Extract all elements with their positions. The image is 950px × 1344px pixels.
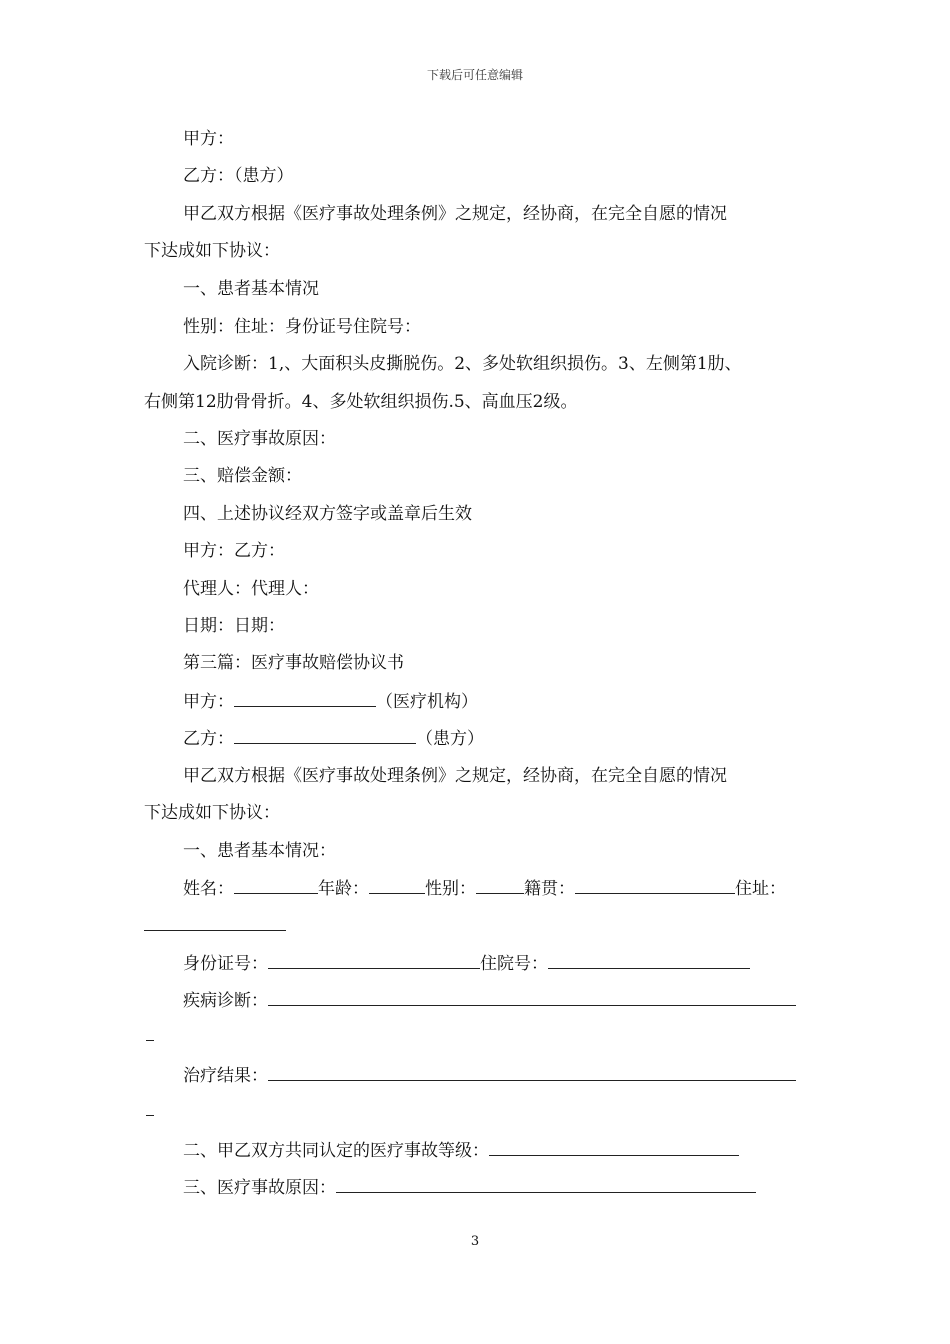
party-b-fill-blank[interactable] [234,727,416,744]
section-heading-compensation: 三、赔偿金额： [183,466,302,486]
age-blank[interactable] [369,877,425,894]
section-heading-basic-info: 一、患者基本情况 [183,279,319,299]
intro-paragraph-line1: 甲乙双方根据《医疗事故处理条例》之规定，经协商，在完全自愿的情况 [183,204,727,224]
address-continuation [144,914,286,937]
signature-dates: 日期：日期： [183,616,285,636]
chapter-title: 第三篇：医疗事故赔偿协议书 [183,653,404,673]
sex-label: 性别： [425,879,476,899]
signature-parties: 甲方：乙方： [183,541,285,561]
accident-level-blank[interactable] [489,1139,739,1156]
page-header: 下载后可任意编辑 [426,68,523,82]
accident-cause-blank[interactable] [336,1176,756,1193]
intro-paragraph-2-line2: 下达成如下协议： [144,803,280,823]
accident-level-label: 二、甲乙双方共同认定的医疗事故等级： [183,1141,489,1161]
id-number-label: 身份证号： [183,954,268,974]
treatment-result-line [183,1064,796,1087]
party-a-suffix: （医疗机构） [376,692,478,712]
party-a-fill-blank[interactable] [234,690,376,707]
id-number-blank[interactable] [268,952,480,969]
disease-diagnosis-label: 疾病诊断： [183,991,268,1011]
treatment-result-blank[interactable] [268,1064,796,1081]
name-label: 姓名： [183,879,234,899]
signature-agents: 代理人：代理人： [183,579,319,599]
treatment-result-label: 治疗结果： [183,1066,268,1086]
party-b-blank-line [183,727,484,750]
diagnosis-line2: 右侧第12肋骨骨折。4、多处软组织损伤.5、高血压2级。 [144,392,578,412]
diagnosis-blank-wrap-mark [146,1040,154,1041]
treatment-blank-wrap-mark [146,1115,154,1116]
accident-cause-label: 三、医疗事故原因： [183,1178,336,1198]
hospital-number-blank[interactable] [548,952,750,969]
intro-paragraph-2-line1: 甲乙双方根据《医疗事故处理条例》之规定，经协商，在完全自愿的情况 [183,766,727,786]
origin-blank[interactable] [575,877,735,894]
party-b-suffix: （患方） [416,729,484,749]
section-heading-cause: 二、医疗事故原因： [183,429,336,449]
diagnosis-blank-line [183,989,796,1012]
party-b-line: 乙方：（患方） [183,166,294,186]
party-a-line: 甲方： [183,129,234,149]
party-a-label: 甲方： [183,692,234,712]
sex-blank[interactable] [476,877,524,894]
accident-level-line [183,1139,739,1162]
origin-label: 籍贯： [524,879,575,899]
hospital-number-label: 住院号： [480,954,548,974]
page-number: 3 [470,1234,480,1249]
address-blank[interactable] [144,914,286,931]
section-heading-basic-info-2: 一、患者基本情况： [183,841,336,861]
diagnosis-line1: 入院诊断：1,、大面积头皮撕脱伤。2、多处软组织损伤。3、左侧第1肋、 [183,354,742,374]
accident-cause-line [183,1176,756,1199]
id-hospital-line [183,952,750,975]
intro-paragraph-line2: 下达成如下协议： [144,241,280,261]
party-b-label: 乙方： [183,729,234,749]
section-heading-effective: 四、上述协议经双方签字或盖章后生效 [183,504,472,524]
patient-fields-line [183,877,786,900]
party-a-blank-line [183,690,478,713]
basic-info-fields: 性别：住址：身份证号住院号： [183,317,421,337]
age-label: 年龄： [318,879,369,899]
address-label: 住址： [735,879,786,899]
disease-diagnosis-blank[interactable] [268,989,796,1006]
name-blank[interactable] [234,877,318,894]
